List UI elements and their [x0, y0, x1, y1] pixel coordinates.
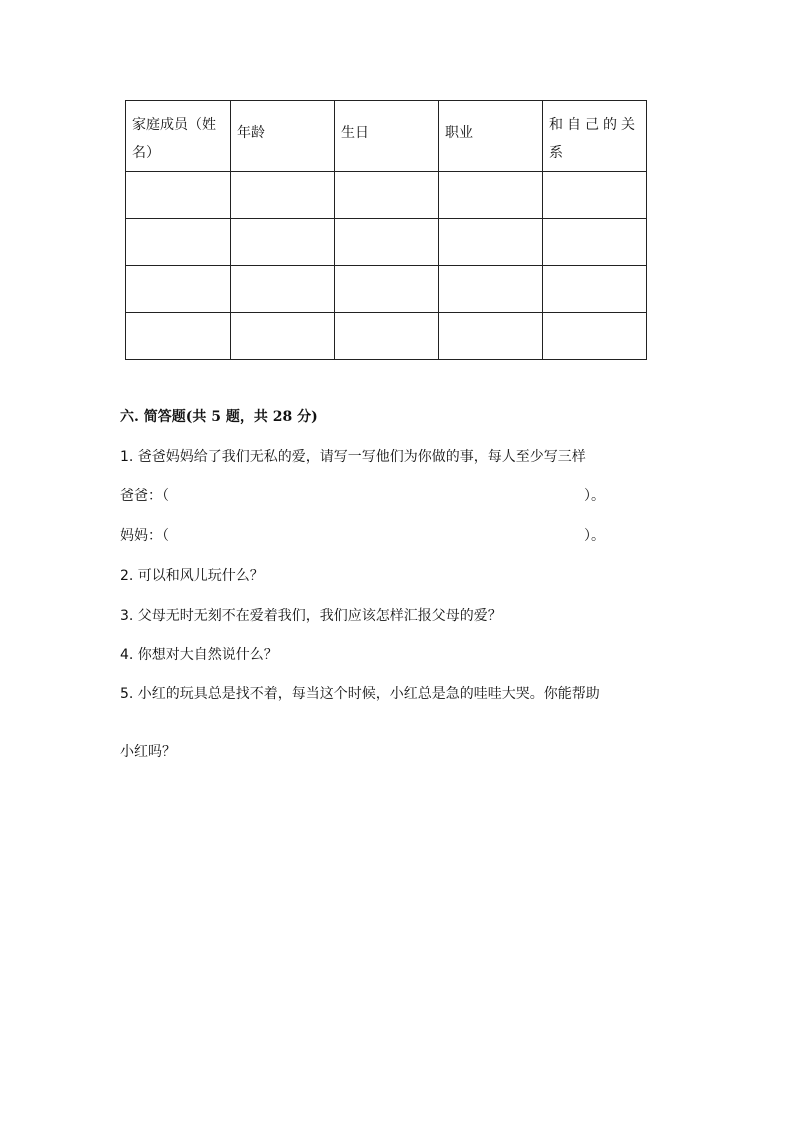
- table-cell[interactable]: [543, 172, 647, 219]
- table-cell[interactable]: [231, 313, 335, 360]
- family-members-table: [125, 100, 647, 360]
- header-relationship: [543, 101, 647, 172]
- table-row: [126, 266, 647, 313]
- question-5-continued: 小红吗？: [120, 744, 176, 760]
- question-3: 3. 父母无时无刻不在爱着我们，我们应该怎样汇报父母的爱？: [120, 608, 502, 624]
- table-cell[interactable]: [335, 313, 439, 360]
- table-cell[interactable]: [231, 219, 335, 266]
- table-cell[interactable]: [439, 172, 543, 219]
- table-cell[interactable]: [335, 172, 439, 219]
- table-cell[interactable]: [231, 266, 335, 313]
- mom-answer-label: 妈妈：（: [120, 528, 169, 544]
- table-cell[interactable]: [126, 219, 231, 266]
- question-5: 5. 小红的玩具总是找不着，每当这个时候，小红总是急的哇哇大哭。你能帮助: [120, 686, 600, 702]
- table-cell[interactable]: [543, 219, 647, 266]
- dad-answer-label: 爸爸：（: [120, 488, 169, 504]
- table-cell[interactable]: [439, 219, 543, 266]
- table-cell[interactable]: [231, 172, 335, 219]
- table-cell[interactable]: [543, 313, 647, 360]
- header-age: 年龄: [231, 101, 335, 172]
- table-row: [126, 172, 647, 219]
- section-title: 六. 简答题(共 5 题，共 28 分): [120, 409, 318, 425]
- mom-answer-close: ）。: [584, 528, 605, 544]
- table-cell[interactable]: [126, 313, 231, 360]
- header-relationship-line2: 系: [549, 145, 567, 161]
- table-cell[interactable]: [439, 266, 543, 313]
- header-birthday: 生日: [335, 101, 439, 172]
- table-row: [126, 313, 647, 360]
- table-row: [126, 219, 647, 266]
- header-family-member: [126, 101, 231, 172]
- table-cell[interactable]: [335, 219, 439, 266]
- table-header-row: [126, 101, 647, 172]
- header-relationship-line1: 和自己的关: [549, 117, 639, 133]
- table-cell[interactable]: [439, 313, 543, 360]
- question-4: 4. 你想对大自然说什么？: [120, 647, 278, 663]
- table-cell[interactable]: [335, 266, 439, 313]
- question-2: 2. 可以和风儿玩什么？: [120, 568, 264, 584]
- table-cell[interactable]: [126, 172, 231, 219]
- table-cell[interactable]: [126, 266, 231, 313]
- table-cell[interactable]: [543, 266, 647, 313]
- question-1: 1. 爸爸妈妈给了我们无私的爱，请写一写他们为你做的事，每人至少写三样: [120, 449, 586, 465]
- header-occupation: 职业: [439, 101, 543, 172]
- header-family-member-line1: 家庭成员（姓: [132, 117, 216, 133]
- header-family-member-line2: 名）: [132, 145, 160, 161]
- dad-answer-close: ）。: [584, 488, 605, 504]
